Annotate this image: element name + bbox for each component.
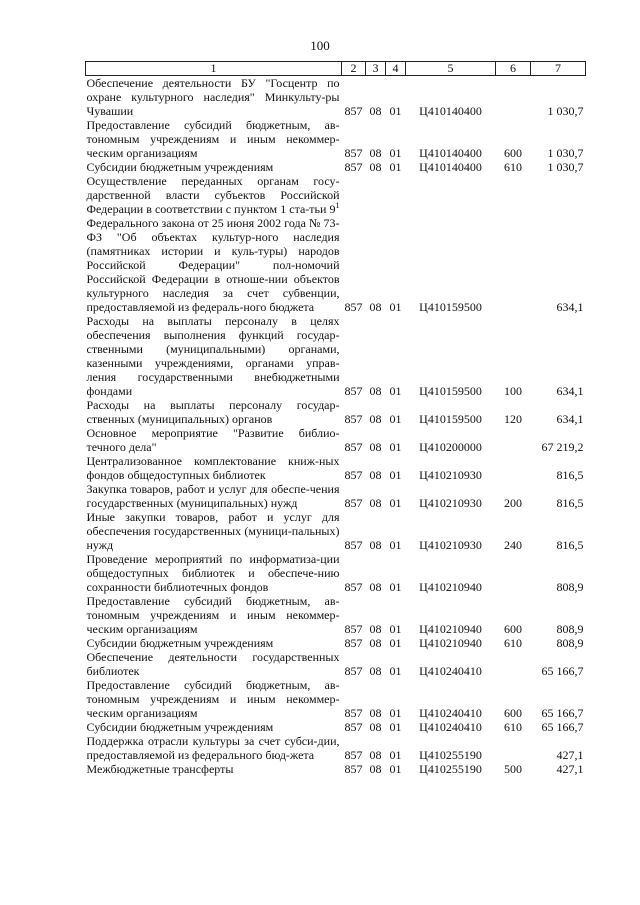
row-ved: 857 bbox=[344, 580, 363, 594]
row-subsection: 01 bbox=[389, 384, 402, 398]
row-amount: 427,1 bbox=[556, 762, 584, 776]
row-section: 08 bbox=[369, 412, 382, 426]
row-ved: 857 bbox=[344, 160, 363, 174]
row-subsection: 01 bbox=[389, 440, 402, 454]
row-section: 08 bbox=[369, 384, 382, 398]
row-amount: 65 166,7 bbox=[541, 706, 584, 720]
row-subsection: 01 bbox=[389, 720, 402, 734]
row-subsection: 01 bbox=[389, 300, 402, 314]
row-name: Обеспечение деятельности БУ "Госцентр по охране культурного наследия" Минкульту-ры Чувашии bbox=[86, 76, 340, 118]
row-amount: 65 166,7 bbox=[541, 664, 584, 678]
row-name: Проведение мероприятий по информатиза-ции общедоступных библиотек и обеспече-нию сохранности библиотечных фондов bbox=[86, 552, 340, 594]
row-section: 08 bbox=[369, 720, 382, 734]
row-section: 08 bbox=[369, 440, 382, 454]
table-row bbox=[86, 650, 586, 678]
row-name: Предоставление субсидий бюджетным, ав-тономным учреждениям и иным некоммер-ческим организациям bbox=[86, 118, 340, 160]
table-row bbox=[86, 552, 586, 594]
table-row bbox=[86, 454, 586, 482]
row-target-article: Ц410140400 bbox=[419, 160, 482, 174]
row-amount: 1 030,7 bbox=[547, 104, 584, 118]
superscript: 1 bbox=[335, 201, 340, 210]
row-ved: 857 bbox=[344, 440, 363, 454]
row-expense-type bbox=[496, 76, 531, 119]
row-amount: 634,1 bbox=[556, 300, 584, 314]
row-amount: 67 219,2 bbox=[541, 440, 584, 454]
row-section: 08 bbox=[369, 160, 382, 174]
row-section: 08 bbox=[369, 762, 382, 776]
row-ved: 857 bbox=[344, 300, 363, 314]
row-ved: 857 bbox=[344, 146, 363, 160]
row-target-article: Ц410159500 bbox=[419, 412, 482, 426]
row-amount: 634,1 bbox=[556, 384, 584, 398]
table-row bbox=[86, 510, 586, 552]
row-ved: 857 bbox=[344, 748, 363, 762]
row-name: Обеспечение деятельности государственных библиотек bbox=[86, 650, 340, 678]
row-expense-type bbox=[496, 174, 531, 314]
row-expense-type: 500 bbox=[504, 762, 522, 776]
row-ved: 857 bbox=[344, 706, 363, 720]
row-target-article: Ц410210930 bbox=[419, 468, 482, 482]
row-target-article: Ц410200000 bbox=[419, 440, 482, 454]
row-name: Основное мероприятие "Развитие библио-течного дела" bbox=[86, 426, 340, 454]
row-name: Поддержка отрасли культуры за счет субси-дии, предоставляемой из федерального бюд-жета bbox=[86, 734, 340, 762]
row-section: 08 bbox=[369, 622, 382, 636]
page-number: 100 bbox=[310, 38, 330, 53]
row-name: Расходы на выплаты персоналу государ-ственных (муниципальных) органов bbox=[86, 398, 340, 426]
budget-table bbox=[85, 61, 586, 776]
row-amount: 1 030,7 bbox=[547, 160, 584, 174]
row-target-article: Ц410255190 bbox=[419, 748, 482, 762]
row-ved: 857 bbox=[344, 412, 363, 426]
table-row bbox=[86, 482, 586, 510]
table-row bbox=[86, 720, 586, 734]
row-section: 08 bbox=[369, 104, 382, 118]
row-name: Иные закупки товаров, работ и услуг для обеспечения государственных (муници-пальных) нужд bbox=[86, 510, 340, 552]
row-subsection: 01 bbox=[389, 104, 402, 118]
header-col-5: 5 bbox=[406, 62, 496, 76]
row-amount: 634,1 bbox=[556, 412, 584, 426]
row-section: 08 bbox=[369, 706, 382, 720]
table-row bbox=[86, 678, 586, 720]
header-col-1: 1 bbox=[86, 62, 342, 76]
row-target-article: Ц410240410 bbox=[419, 720, 482, 734]
row-subsection: 01 bbox=[389, 622, 402, 636]
header-col-4: 4 bbox=[386, 62, 406, 76]
row-ved: 857 bbox=[344, 720, 363, 734]
row-amount: 816,5 bbox=[556, 538, 584, 552]
table-row bbox=[86, 734, 586, 762]
row-ved: 857 bbox=[344, 664, 363, 678]
row-name: Субсидии бюджетным учреждениям bbox=[86, 720, 274, 734]
row-name-part-2: Федерального закона от 25 июня 2002 года № 73-ФЗ "Об объектах культур-ного наследия (памятниках истории и куль-туры) народов Российской Федерации" пол-номочий Российской Федерации в отноше-нии объектов культурного наследия за счет субвенции, предоставляемой из федераль-ного бюджета bbox=[86, 216, 340, 314]
row-subsection: 01 bbox=[389, 160, 402, 174]
row-name: Предоставление субсидий бюджетным, ав-тономным учреждениям и иным некоммер-ческим организациям bbox=[86, 678, 340, 720]
row-target-article: Ц410140400 bbox=[419, 146, 482, 160]
table-row bbox=[86, 594, 586, 636]
row-expense-type: 600 bbox=[504, 706, 522, 720]
row-expense-type: 120 bbox=[504, 412, 522, 426]
table-row bbox=[86, 636, 586, 650]
row-amount: 808,9 bbox=[556, 580, 584, 594]
row-subsection: 01 bbox=[389, 538, 402, 552]
row-subsection: 01 bbox=[389, 146, 402, 160]
row-section: 08 bbox=[369, 580, 382, 594]
row-subsection: 01 bbox=[389, 664, 402, 678]
row-target-article: Ц410159500 bbox=[419, 384, 482, 398]
row-amount: 427,1 bbox=[556, 748, 584, 762]
row-name: Предоставление субсидий бюджетным, ав-тономным учреждениям и иным некоммер-ческим организациям bbox=[86, 594, 340, 636]
table-header bbox=[86, 62, 586, 76]
row-subsection: 01 bbox=[389, 580, 402, 594]
row-target-article: Ц410210940 bbox=[419, 580, 482, 594]
header-col-6: 6 bbox=[496, 62, 531, 76]
row-expense-type: 200 bbox=[504, 496, 522, 510]
row-name: Субсидии бюджетным учреждениям bbox=[86, 636, 274, 650]
table-row bbox=[86, 160, 586, 174]
row-target-article: Ц410210940 bbox=[419, 622, 482, 636]
row-target-article: Ц410210930 bbox=[419, 496, 482, 510]
row-name: Расходы на выплаты персоналу в целях обеспечения выполнения функций государ-ственными (муниципальными) органами, казенными учреждениями, органами управ-ления государственными внебюджетными фондами bbox=[86, 314, 340, 398]
table-row bbox=[86, 762, 586, 776]
row-ved: 857 bbox=[344, 636, 363, 650]
row-section: 08 bbox=[369, 468, 382, 482]
row-expense-type bbox=[496, 454, 531, 482]
row-expense-type bbox=[496, 650, 531, 678]
row-name-part-1: Осуществление переданных органам госу-дарственной власти субъектов Российской Федерации в соответствии с пунктом 1 ста-тьи 9 bbox=[86, 174, 340, 216]
row-expense-type: 610 bbox=[504, 636, 522, 650]
row-section: 08 bbox=[369, 748, 382, 762]
row-ved: 857 bbox=[344, 622, 363, 636]
row-subsection: 01 bbox=[389, 762, 402, 776]
row-target-article: Ц410240410 bbox=[419, 706, 482, 720]
row-name: Субсидии бюджетным учреждениям bbox=[86, 160, 274, 174]
row-ved: 857 bbox=[344, 762, 363, 776]
row-expense-type: 610 bbox=[504, 160, 522, 174]
row-target-article: Ц410255190 bbox=[419, 762, 482, 776]
row-ved: 857 bbox=[344, 104, 363, 118]
row-target-article: Ц410210930 bbox=[419, 538, 482, 552]
header-col-2: 2 bbox=[342, 62, 366, 76]
row-expense-type: 610 bbox=[504, 720, 522, 734]
row-ved: 857 bbox=[344, 538, 363, 552]
row-section: 08 bbox=[369, 664, 382, 678]
header-col-7: 7 bbox=[531, 62, 586, 76]
row-target-article: Ц410210940 bbox=[419, 636, 482, 650]
row-section: 08 bbox=[369, 636, 382, 650]
row-ved: 857 bbox=[344, 496, 363, 510]
row-section: 08 bbox=[369, 496, 382, 510]
row-ved: 857 bbox=[344, 384, 363, 398]
header-row bbox=[86, 62, 586, 76]
table-row bbox=[86, 426, 586, 454]
row-ved: 857 bbox=[344, 468, 363, 482]
row-target-article: Ц410240410 bbox=[419, 664, 482, 678]
row-amount: 808,9 bbox=[556, 622, 584, 636]
row-amount: 808,9 bbox=[556, 636, 584, 650]
row-amount: 65 166,7 bbox=[541, 720, 584, 734]
row-section: 08 bbox=[369, 146, 382, 160]
table-row bbox=[86, 398, 586, 426]
row-subsection: 01 bbox=[389, 496, 402, 510]
row-subsection: 01 bbox=[389, 706, 402, 720]
table-row bbox=[86, 174, 586, 314]
row-target-article: Ц410140400 bbox=[419, 104, 482, 118]
row-expense-type: 600 bbox=[504, 622, 522, 636]
row-name: Закупка товаров, работ и услуг для обеспе-чения государственных (муниципальных) нужд bbox=[86, 482, 340, 510]
row-amount: 816,5 bbox=[556, 496, 584, 510]
table-row bbox=[86, 118, 586, 160]
row-expense-type bbox=[496, 734, 531, 762]
row-amount: 816,5 bbox=[556, 468, 584, 482]
row-subsection: 01 bbox=[389, 636, 402, 650]
row-name bbox=[86, 174, 342, 314]
table-row bbox=[86, 76, 586, 119]
row-subsection: 01 bbox=[389, 412, 402, 426]
row-expense-type: 600 bbox=[504, 146, 522, 160]
row-section: 08 bbox=[369, 300, 382, 314]
row-expense-type: 240 bbox=[504, 538, 522, 552]
header-col-3: 3 bbox=[366, 62, 386, 76]
row-subsection: 01 bbox=[389, 748, 402, 762]
table-row bbox=[86, 314, 586, 398]
row-name: Межбюджетные трансферты bbox=[86, 762, 234, 776]
row-target-article: Ц410159500 bbox=[419, 300, 482, 314]
row-subsection: 01 bbox=[389, 468, 402, 482]
row-amount: 1 030,7 bbox=[547, 146, 584, 160]
row-name: Централизованное комплектование книж-ных фондов общедоступных библиотек bbox=[86, 454, 340, 482]
row-section: 08 bbox=[369, 538, 382, 552]
row-expense-type bbox=[496, 552, 531, 594]
row-expense-type: 100 bbox=[504, 384, 522, 398]
row-expense-type bbox=[496, 426, 531, 454]
